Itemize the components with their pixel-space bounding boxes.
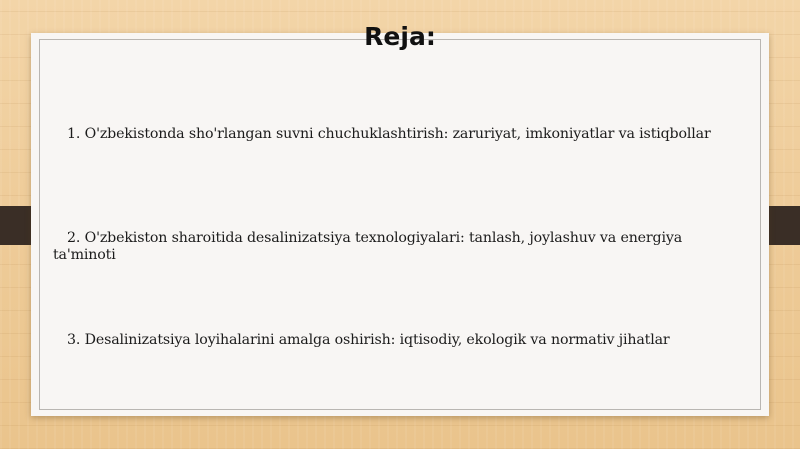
plan-item-1 (53, 126, 747, 143)
plan-item-2 (53, 230, 747, 264)
plan-item-text-continued: ta'minoti (53, 247, 116, 263)
plan-item-number: 1. (67, 126, 81, 142)
plan-item-number: 2. (67, 230, 81, 246)
plan-item-text: O'zbekistonda sho'rlangan suvni chuchuklashtirish: zaruriyat, imkoniyatlar va istiqbollar (84, 126, 711, 142)
slide-card-border (39, 39, 761, 410)
plan-item-text: O'zbekiston sharoitida desalinizatsiya texnologiyalari: tanlash, joylashuv va energiya (84, 230, 683, 246)
slide-card (31, 33, 769, 416)
plan-item-3 (53, 332, 747, 349)
plan-item-text: Desalinizatsiya loyihalarini amalga oshirish: iqtisodiy, ekologik va normativ jihatlar (84, 332, 670, 348)
plan-item-number: 3. (67, 332, 81, 348)
slide-title: Reja: (364, 22, 436, 51)
